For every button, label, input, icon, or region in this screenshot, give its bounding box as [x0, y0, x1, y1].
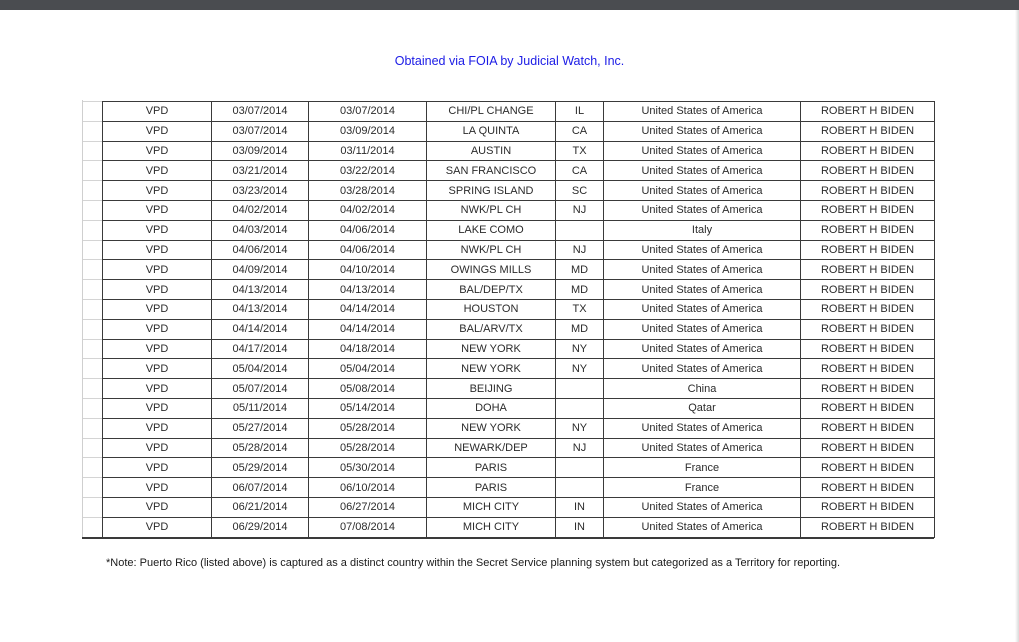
gutter-row-line: [83, 497, 103, 498]
table-bottom-rule: [82, 537, 934, 539]
gutter-row-line: [83, 141, 103, 142]
country-cell: Qatar: [604, 398, 801, 418]
city-cell: DOHA: [427, 398, 556, 418]
gutter-row-line: [83, 160, 103, 161]
state-cell: NJ: [556, 240, 604, 260]
traveler-cell: ROBERT H BIDEN: [801, 478, 935, 498]
country-cell: United States of America: [604, 319, 801, 339]
table-row: [103, 398, 935, 418]
gutter-row-line: [83, 180, 103, 181]
country-cell: United States of America: [604, 161, 801, 181]
traveler-cell: ROBERT H BIDEN: [801, 200, 935, 220]
start-date-cell: 03/23/2014: [212, 181, 309, 201]
agency-cell: VPD: [103, 517, 212, 537]
start-date-cell: 03/07/2014: [212, 121, 309, 141]
country-cell: United States of America: [604, 181, 801, 201]
start-date-cell: 05/04/2014: [212, 359, 309, 379]
agency-cell: VPD: [103, 220, 212, 240]
city-cell: NWK/PL CH: [427, 240, 556, 260]
end-date-cell: 06/27/2014: [309, 497, 427, 517]
agency-cell: VPD: [103, 280, 212, 300]
table-row: [103, 161, 935, 181]
state-cell: NY: [556, 339, 604, 359]
traveler-cell: ROBERT H BIDEN: [801, 240, 935, 260]
table-row: [103, 121, 935, 141]
gutter-row-line: [83, 418, 103, 419]
end-date-cell: 04/18/2014: [309, 339, 427, 359]
end-date-cell: 04/14/2014: [309, 319, 427, 339]
start-date-cell: 03/09/2014: [212, 141, 309, 161]
end-date-cell: 05/04/2014: [309, 359, 427, 379]
agency-cell: VPD: [103, 161, 212, 181]
state-cell: MD: [556, 280, 604, 300]
state-cell: NY: [556, 359, 604, 379]
state-cell: CA: [556, 161, 604, 181]
city-cell: MICH CITY: [427, 517, 556, 537]
city-cell: PARIS: [427, 458, 556, 478]
agency-cell: VPD: [103, 359, 212, 379]
gutter-row-line: [83, 299, 103, 300]
agency-cell: VPD: [103, 121, 212, 141]
city-cell: BEIJING: [427, 379, 556, 399]
agency-cell: VPD: [103, 418, 212, 438]
traveler-cell: ROBERT H BIDEN: [801, 220, 935, 240]
city-cell: LAKE COMO: [427, 220, 556, 240]
gutter-row-line: [83, 121, 103, 122]
traveler-cell: ROBERT H BIDEN: [801, 359, 935, 379]
city-cell: OWINGS MILLS: [427, 260, 556, 280]
table-row: [103, 181, 935, 201]
gutter-row-line: [83, 358, 103, 359]
traveler-cell: ROBERT H BIDEN: [801, 379, 935, 399]
city-cell: BAL/ARV/TX: [427, 319, 556, 339]
agency-cell: VPD: [103, 260, 212, 280]
table-row: [103, 141, 935, 161]
start-date-cell: 06/29/2014: [212, 517, 309, 537]
start-date-cell: 05/27/2014: [212, 418, 309, 438]
agency-cell: VPD: [103, 398, 212, 418]
traveler-cell: ROBERT H BIDEN: [801, 438, 935, 458]
traveler-cell: ROBERT H BIDEN: [801, 398, 935, 418]
start-date-cell: 04/02/2014: [212, 200, 309, 220]
city-cell: MICH CITY: [427, 497, 556, 517]
state-cell: [556, 220, 604, 240]
agency-cell: VPD: [103, 181, 212, 201]
gutter-row-line: [83, 438, 103, 439]
state-cell: [556, 478, 604, 498]
end-date-cell: 04/10/2014: [309, 260, 427, 280]
state-cell: IN: [556, 517, 604, 537]
state-cell: NY: [556, 418, 604, 438]
end-date-cell: 03/22/2014: [309, 161, 427, 181]
agency-cell: VPD: [103, 299, 212, 319]
country-cell: United States of America: [604, 418, 801, 438]
state-cell: NJ: [556, 438, 604, 458]
travel-records-table: [102, 101, 935, 538]
table-row: [103, 438, 935, 458]
city-cell: LA QUINTA: [427, 121, 556, 141]
agency-cell: VPD: [103, 339, 212, 359]
gutter-row-line: [83, 101, 103, 102]
country-cell: United States of America: [604, 260, 801, 280]
country-cell: United States of America: [604, 359, 801, 379]
country-cell: United States of America: [604, 517, 801, 537]
end-date-cell: 03/09/2014: [309, 121, 427, 141]
country-cell: United States of America: [604, 280, 801, 300]
end-date-cell: 05/14/2014: [309, 398, 427, 418]
gutter-row-line: [83, 200, 103, 201]
state-cell: TX: [556, 299, 604, 319]
traveler-cell: ROBERT H BIDEN: [801, 121, 935, 141]
gutter-row-line: [83, 477, 103, 478]
table-row: [103, 478, 935, 498]
end-date-cell: 03/28/2014: [309, 181, 427, 201]
city-cell: NEW YORK: [427, 359, 556, 379]
start-date-cell: 03/07/2014: [212, 102, 309, 122]
traveler-cell: ROBERT H BIDEN: [801, 181, 935, 201]
table-row: [103, 280, 935, 300]
city-cell: SAN FRANCISCO: [427, 161, 556, 181]
gutter-row-line: [83, 517, 103, 518]
country-cell: France: [604, 478, 801, 498]
table-row: [103, 517, 935, 537]
city-cell: NWK/PL CH: [427, 200, 556, 220]
foia-source-header: Obtained via FOIA by Judicial Watch, Inc.: [394, 54, 625, 68]
table-row: [103, 339, 935, 359]
end-date-cell: 05/30/2014: [309, 458, 427, 478]
agency-cell: VPD: [103, 319, 212, 339]
country-cell: Italy: [604, 220, 801, 240]
traveler-cell: ROBERT H BIDEN: [801, 102, 935, 122]
gutter-row-line: [83, 259, 103, 260]
end-date-cell: 04/06/2014: [309, 220, 427, 240]
start-date-cell: 04/09/2014: [212, 260, 309, 280]
country-cell: United States of America: [604, 141, 801, 161]
table-row: [103, 240, 935, 260]
page-edge-shadow: [1015, 10, 1019, 642]
city-cell: SPRING ISLAND: [427, 181, 556, 201]
start-date-cell: 03/21/2014: [212, 161, 309, 181]
end-date-cell: 05/28/2014: [309, 418, 427, 438]
gutter-row-line: [83, 220, 103, 221]
gutter-row-line: [83, 339, 103, 340]
start-date-cell: 06/07/2014: [212, 478, 309, 498]
state-cell: CA: [556, 121, 604, 141]
end-date-cell: 06/10/2014: [309, 478, 427, 498]
city-cell: NEWARK/DEP: [427, 438, 556, 458]
table-row: [103, 458, 935, 478]
start-date-cell: 04/14/2014: [212, 319, 309, 339]
agency-cell: VPD: [103, 200, 212, 220]
table-row: [103, 497, 935, 517]
state-cell: SC: [556, 181, 604, 201]
start-date-cell: 04/13/2014: [212, 299, 309, 319]
state-cell: [556, 379, 604, 399]
start-date-cell: 05/28/2014: [212, 438, 309, 458]
state-cell: MD: [556, 260, 604, 280]
gutter-row-line: [83, 279, 103, 280]
country-cell: United States of America: [604, 438, 801, 458]
start-date-cell: 04/13/2014: [212, 280, 309, 300]
traveler-cell: ROBERT H BIDEN: [801, 280, 935, 300]
start-date-cell: 05/11/2014: [212, 398, 309, 418]
start-date-cell: 04/06/2014: [212, 240, 309, 260]
gutter-row-line: [83, 457, 103, 458]
city-cell: NEW YORK: [427, 339, 556, 359]
country-cell: United States of America: [604, 497, 801, 517]
agency-cell: VPD: [103, 141, 212, 161]
end-date-cell: 04/02/2014: [309, 200, 427, 220]
country-cell: United States of America: [604, 240, 801, 260]
agency-cell: VPD: [103, 240, 212, 260]
table-row: [103, 418, 935, 438]
traveler-cell: ROBERT H BIDEN: [801, 161, 935, 181]
start-date-cell: 04/03/2014: [212, 220, 309, 240]
end-date-cell: 05/08/2014: [309, 379, 427, 399]
agency-cell: VPD: [103, 497, 212, 517]
table-row: [103, 220, 935, 240]
end-date-cell: 07/08/2014: [309, 517, 427, 537]
city-cell: PARIS: [427, 478, 556, 498]
end-date-cell: 04/13/2014: [309, 280, 427, 300]
start-date-cell: 06/21/2014: [212, 497, 309, 517]
state-cell: NJ: [556, 200, 604, 220]
agency-cell: VPD: [103, 379, 212, 399]
country-cell: United States of America: [604, 121, 801, 141]
end-date-cell: 05/28/2014: [309, 438, 427, 458]
state-cell: MD: [556, 319, 604, 339]
table-row: [103, 200, 935, 220]
start-date-cell: 04/17/2014: [212, 339, 309, 359]
traveler-cell: ROBERT H BIDEN: [801, 458, 935, 478]
gutter-row-line: [83, 319, 103, 320]
traveler-cell: ROBERT H BIDEN: [801, 299, 935, 319]
state-cell: [556, 398, 604, 418]
start-date-cell: 05/29/2014: [212, 458, 309, 478]
traveler-cell: ROBERT H BIDEN: [801, 517, 935, 537]
traveler-cell: ROBERT H BIDEN: [801, 497, 935, 517]
state-cell: IN: [556, 497, 604, 517]
table-row: [103, 319, 935, 339]
table-left-gutter: [82, 100, 103, 538]
country-cell: United States of America: [604, 299, 801, 319]
traveler-cell: ROBERT H BIDEN: [801, 260, 935, 280]
table-row: [103, 260, 935, 280]
end-date-cell: 04/14/2014: [309, 299, 427, 319]
city-cell: HOUSTON: [427, 299, 556, 319]
viewer-top-bar: [0, 0, 1019, 10]
city-cell: AUSTIN: [427, 141, 556, 161]
agency-cell: VPD: [103, 478, 212, 498]
country-cell: United States of America: [604, 339, 801, 359]
footnote: *Note: Puerto Rico (listed above) is captured as a distinct country within the Secret Service planning system but categorized as a Territory for reporting.: [106, 557, 841, 569]
table-row: [103, 102, 935, 122]
table-row: [103, 379, 935, 399]
agency-cell: VPD: [103, 458, 212, 478]
traveler-cell: ROBERT H BIDEN: [801, 319, 935, 339]
city-cell: BAL/DEP/TX: [427, 280, 556, 300]
state-cell: IL: [556, 102, 604, 122]
gutter-row-line: [83, 398, 103, 399]
end-date-cell: 03/11/2014: [309, 141, 427, 161]
traveler-cell: ROBERT H BIDEN: [801, 141, 935, 161]
city-cell: CHI/PL CHANGE: [427, 102, 556, 122]
end-date-cell: 03/07/2014: [309, 102, 427, 122]
start-date-cell: 05/07/2014: [212, 379, 309, 399]
country-cell: United States of America: [604, 102, 801, 122]
state-cell: TX: [556, 141, 604, 161]
agency-cell: VPD: [103, 438, 212, 458]
country-cell: United States of America: [604, 200, 801, 220]
gutter-row-line: [83, 240, 103, 241]
table-row: [103, 359, 935, 379]
end-date-cell: 04/06/2014: [309, 240, 427, 260]
traveler-cell: ROBERT H BIDEN: [801, 339, 935, 359]
state-cell: [556, 458, 604, 478]
agency-cell: VPD: [103, 102, 212, 122]
country-cell: China: [604, 379, 801, 399]
country-cell: France: [604, 458, 801, 478]
table-row: [103, 299, 935, 319]
traveler-cell: ROBERT H BIDEN: [801, 418, 935, 438]
gutter-row-line: [83, 378, 103, 379]
city-cell: NEW YORK: [427, 418, 556, 438]
